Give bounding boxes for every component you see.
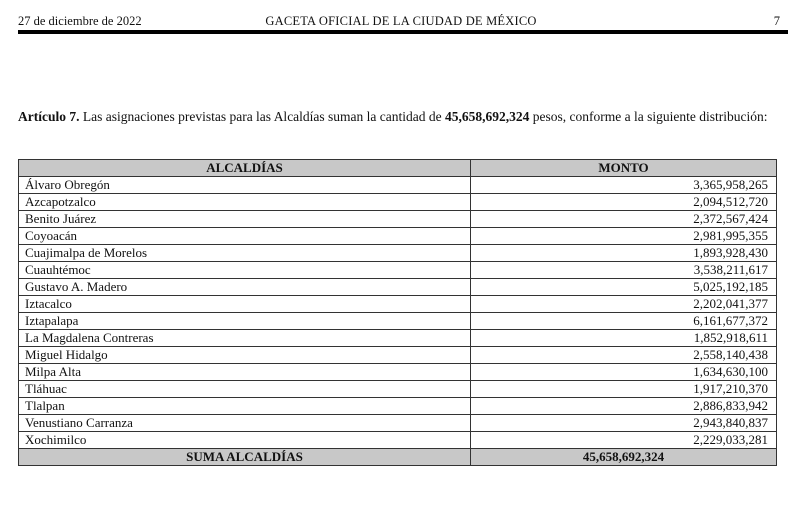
alcaldia-amount: 6,161,677,372 xyxy=(471,313,777,330)
table-row xyxy=(19,364,777,381)
alcaldia-amount: 3,538,211,617 xyxy=(471,262,777,279)
alcaldia-name: Álvaro Obregón xyxy=(19,177,471,194)
alcaldia-amount: 2,981,995,355 xyxy=(471,228,777,245)
table-row xyxy=(19,330,777,347)
alcaldia-amount: 2,229,033,281 xyxy=(471,432,777,449)
total-label: SUMA ALCALDÍAS xyxy=(19,449,471,466)
alcaldia-name: Milpa Alta xyxy=(19,364,471,381)
table-row xyxy=(19,381,777,398)
alcaldia-name: Azcapotzalco xyxy=(19,194,471,211)
alcaldia-name: Miguel Hidalgo xyxy=(19,347,471,364)
alcaldia-name: Iztacalco xyxy=(19,296,471,313)
header-rule xyxy=(18,30,788,34)
total-amount: 45,658,692,324 xyxy=(471,449,777,466)
alcaldia-name: Gustavo A. Madero xyxy=(19,279,471,296)
alcaldia-name: Xochimilco xyxy=(19,432,471,449)
table-row xyxy=(19,177,777,194)
article-label: Artículo 7. xyxy=(18,109,80,124)
table-row xyxy=(19,262,777,279)
table-row xyxy=(19,296,777,313)
alcaldia-amount: 2,202,041,377 xyxy=(471,296,777,313)
table-row xyxy=(19,347,777,364)
alcaldia-name: Tlalpan xyxy=(19,398,471,415)
table-row xyxy=(19,313,777,330)
alcaldia-name: Cuajimalpa de Morelos xyxy=(19,245,471,262)
table-row xyxy=(19,228,777,245)
alcaldia-name: Coyoacán xyxy=(19,228,471,245)
alcaldia-amount: 1,893,928,430 xyxy=(471,245,777,262)
table-row xyxy=(19,194,777,211)
alcaldia-amount: 1,852,918,611 xyxy=(471,330,777,347)
alcaldia-name: Tláhuac xyxy=(19,381,471,398)
column-header-monto: MONTO xyxy=(471,160,777,177)
column-header-alcaldias: ALCALDÍAS xyxy=(19,160,471,177)
alcaldia-name: Cuauhtémoc xyxy=(19,262,471,279)
alcaldia-amount: 2,372,567,424 xyxy=(471,211,777,228)
article-text-before: Las asignaciones previstas para las Alcaldías suman la cantidad de xyxy=(79,109,446,124)
alcaldia-name: Venustiano Carranza xyxy=(19,415,471,432)
header-gazette-title: GACETA OFICIAL DE LA CIUDAD DE MÉXICO xyxy=(265,14,537,28)
alcaldia-amount: 2,094,512,720 xyxy=(471,194,777,211)
alcaldia-name: Iztapalapa xyxy=(19,313,471,330)
alcaldia-amount: 1,917,210,370 xyxy=(471,381,777,398)
header-page-number: 7 xyxy=(773,14,780,28)
table-row xyxy=(19,211,777,228)
article-amount: 45,658,692,324 xyxy=(445,109,530,124)
alcaldia-amount: 2,558,140,438 xyxy=(471,347,777,364)
table-row xyxy=(19,398,777,415)
alcaldia-amount: 2,943,840,837 xyxy=(471,415,777,432)
table-row xyxy=(19,415,777,432)
alcaldia-amount: 2,886,833,942 xyxy=(471,398,777,415)
distribution-table xyxy=(18,159,777,466)
alcaldia-amount: 3,365,958,265 xyxy=(471,177,777,194)
article-paragraph xyxy=(18,108,788,125)
alcaldia-name: Benito Juárez xyxy=(19,211,471,228)
table-header-row xyxy=(19,160,777,177)
header-date: 27 de diciembre de 2022 xyxy=(18,14,142,28)
alcaldia-name: La Magdalena Contreras xyxy=(19,330,471,347)
total-row xyxy=(19,449,777,466)
article-text-after: pesos, conforme a la siguiente distribución: xyxy=(529,109,768,124)
alcaldia-amount: 5,025,192,185 xyxy=(471,279,777,296)
alcaldia-amount: 1,634,630,100 xyxy=(471,364,777,381)
page-header xyxy=(18,12,784,32)
table-row xyxy=(19,432,777,449)
table-row xyxy=(19,245,777,262)
table-row xyxy=(19,279,777,296)
